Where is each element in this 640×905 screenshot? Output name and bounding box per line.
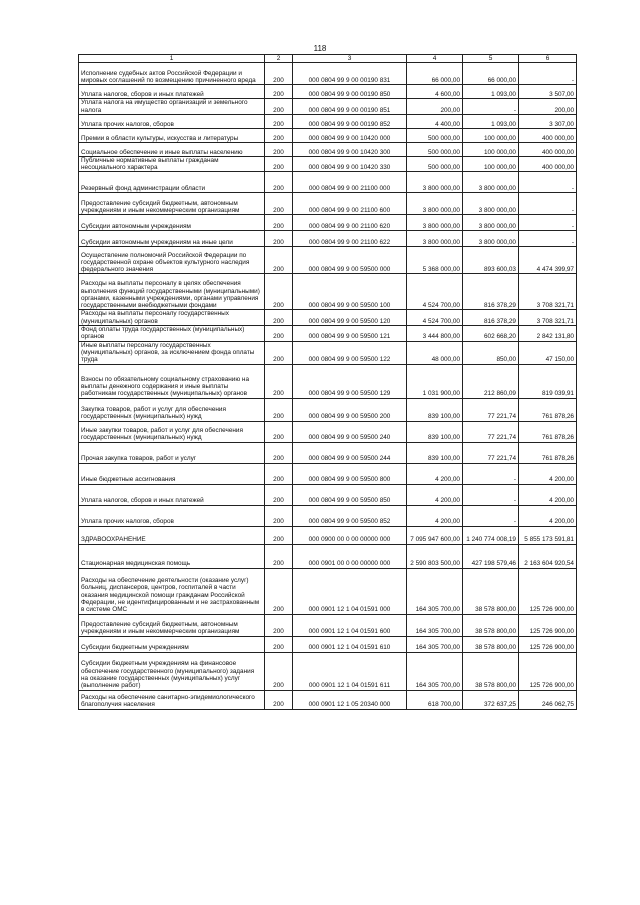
row-plan: 618 700,00 [407,690,463,709]
row-remainder: - [519,193,577,215]
table-row [79,463,577,484]
row-plan: 4 600,00 [407,85,463,99]
table-row [79,247,577,274]
row-kbk: 000 0804 99 9 00 00190 850 [293,85,407,99]
table-row [79,341,577,364]
row-code: 200 [265,636,293,652]
row-name: Уплата налога на имущество организаций и земельного налога [79,99,265,115]
row-executed: 100 000,00 [463,156,519,172]
row-executed: 1 093,00 [463,85,519,99]
row-executed: 100 000,00 [463,128,519,142]
table-row [79,505,577,526]
row-kbk: 000 0901 12 1 04 01591 000 [293,568,407,614]
row-plan: 164 305 700,00 [407,614,463,636]
row-remainder: 761 878,26 [519,442,577,463]
row-code: 200 [265,114,293,128]
row-name: Предоставление субсидий бюджетным, автономным учреждениям и иным некоммерческим организациям [79,193,265,215]
table-row [79,690,577,709]
row-kbk: 000 0804 99 9 00 10420 330 [293,156,407,172]
row-remainder: - [519,172,577,193]
row-name: Субсидии бюджетным учреждениям [79,636,265,652]
row-executed: 1 240 774 008,19 [463,526,519,544]
row-kbk: 000 0804 99 9 00 59500 000 [293,247,407,274]
row-executed: 38 578 800,00 [463,614,519,636]
table-row [79,614,577,636]
row-executed: 850,00 [463,341,519,364]
header-cell: 4 [407,55,463,63]
row-code: 200 [265,85,293,99]
row-name: Публичные нормативные выплаты гражданам несоциального характера [79,156,265,172]
header-row [79,55,577,63]
row-plan: 3 800 000,00 [407,215,463,231]
row-name: Субсидии автономным учреждениям на иные цели [79,231,265,247]
row-remainder: 400 000,00 [519,142,577,156]
row-executed: 100 000,00 [463,142,519,156]
table-row [79,421,577,442]
row-name: Осуществление полномочий Российской Федерации по государственной охране объектов культурного наследия федерального значения [79,247,265,274]
table-row [79,172,577,193]
row-plan: 839 100,00 [407,421,463,442]
table-row [79,364,577,398]
row-name: Уплата налогов, сборов и иных платежей [79,484,265,505]
row-plan: 3 444 800,00 [407,326,463,342]
header-cell: 5 [463,55,519,63]
row-remainder: 246 062,75 [519,690,577,709]
header-cell: 2 [265,55,293,63]
row-name: Премии в области культуры, искусства и литературы [79,128,265,142]
table-row [79,85,577,99]
row-executed: - [463,99,519,115]
row-name: Закупка товаров, работ и услуг для обеспечения государственных (муниципальных) нужд [79,398,265,421]
row-plan: 164 305 700,00 [407,636,463,652]
row-code: 200 [265,484,293,505]
row-plan: 164 305 700,00 [407,652,463,690]
row-code: 200 [265,215,293,231]
table-row [79,142,577,156]
row-remainder: 125 726 900,00 [519,636,577,652]
row-executed: 3 800 000,00 [463,193,519,215]
row-plan: 4 524 700,00 [407,310,463,326]
row-kbk: 000 0804 99 9 00 00190 831 [293,63,407,85]
row-remainder: 400 000,00 [519,128,577,142]
row-plan: 1 031 900,00 [407,364,463,398]
row-code: 200 [265,63,293,85]
row-name: Иные бюджетные ассигнования [79,463,265,484]
row-name: Субсидии бюджетным учреждениям на финансовое обеспечение государственного (муниципального) задания на оказание государственных (муниципальных) услуг (выполнение работ) [79,652,265,690]
row-name: Исполнение судебных актов Российской Федерации и мировых соглашений по возмещению причиненного вреда [79,63,265,85]
row-kbk: 000 0804 99 9 00 59500 240 [293,421,407,442]
row-name: Фонд оплаты труда государственных (муниципальных) органов [79,326,265,342]
table-row [79,99,577,115]
row-kbk: 000 0804 99 9 00 00190 851 [293,99,407,115]
row-plan: 4 400,00 [407,114,463,128]
table-row [79,568,577,614]
row-remainder: - [519,231,577,247]
row-kbk: 000 0804 99 9 00 59500 852 [293,505,407,526]
row-executed: - [463,505,519,526]
row-executed: 3 800 000,00 [463,215,519,231]
row-remainder: 761 878,26 [519,421,577,442]
row-remainder: 400 000,00 [519,156,577,172]
row-remainder: 4 200,00 [519,505,577,526]
row-code: 200 [265,652,293,690]
table-row [79,442,577,463]
row-code: 200 [265,341,293,364]
row-executed: 893 600,03 [463,247,519,274]
row-remainder: 125 726 900,00 [519,614,577,636]
row-plan: 3 800 000,00 [407,231,463,247]
row-plan: 4 524 700,00 [407,274,463,310]
row-plan: 2 590 803 500,00 [407,544,463,568]
row-name: Прочая закупка товаров, работ и услуг [79,442,265,463]
row-remainder: 5 855 173 591,81 [519,526,577,544]
row-code: 200 [265,142,293,156]
row-executed: 3 800 000,00 [463,231,519,247]
row-remainder: 3 307,00 [519,114,577,128]
row-plan: 164 305 700,00 [407,568,463,614]
row-code: 200 [265,128,293,142]
row-code: 200 [265,690,293,709]
row-kbk: 000 0804 99 9 00 59500 121 [293,326,407,342]
table-row [79,652,577,690]
row-executed: 38 578 800,00 [463,636,519,652]
row-executed: 602 668,20 [463,326,519,342]
row-plan: 4 200,00 [407,505,463,526]
table-row [79,128,577,142]
row-name: Расходы на выплаты персоналу государственных (муниципальных) органов [79,310,265,326]
table-row [79,231,577,247]
row-plan: 5 368 000,00 [407,247,463,274]
row-code: 200 [265,398,293,421]
row-plan: 839 100,00 [407,442,463,463]
row-kbk: 000 0804 99 9 00 59500 850 [293,484,407,505]
table-row [79,636,577,652]
row-remainder: 761 878,26 [519,398,577,421]
row-name: Уплата налогов, сборов и иных платежей [79,85,265,99]
row-remainder: - [519,215,577,231]
row-name: Иные выплаты персоналу государственных (муниципальных) органов, за исключением фонда оплаты труда [79,341,265,364]
row-name: Социальное обеспечение и иные выплаты населению [79,142,265,156]
row-remainder: 125 726 900,00 [519,652,577,690]
row-plan: 3 800 000,00 [407,193,463,215]
row-remainder: 4 200,00 [519,484,577,505]
row-name: Взносы по обязательному социальному страхованию на выплаты денежного содержания и иные выплаты работникам государственных (муниципальных) органов [79,364,265,398]
row-executed: 427 198 579,46 [463,544,519,568]
row-remainder: 200,00 [519,99,577,115]
table-row [79,215,577,231]
row-kbk: 000 0901 12 1 05 20340 000 [293,690,407,709]
row-kbk: 000 0804 99 9 00 59500 120 [293,310,407,326]
row-remainder: 3 708 321,71 [519,274,577,310]
row-executed: 77 221,74 [463,421,519,442]
row-kbk: 000 0901 12 1 04 01591 600 [293,614,407,636]
row-code: 200 [265,421,293,442]
header-cell: 1 [79,55,265,63]
table-row [79,398,577,421]
row-code: 200 [265,172,293,193]
row-kbk: 000 0901 00 0 00 00000 000 [293,544,407,568]
row-executed: - [463,463,519,484]
row-remainder: 3 507,00 [519,85,577,99]
page-number: 118 [313,44,327,53]
table-row [79,310,577,326]
row-code: 200 [265,156,293,172]
row-kbk: 000 0804 99 9 00 21100 600 [293,193,407,215]
row-name: Резервный фонд администрации области [79,172,265,193]
header-cell: 6 [519,55,577,63]
table-row [79,156,577,172]
row-kbk: 000 0804 99 9 00 59500 100 [293,274,407,310]
header-cell: 3 [293,55,407,63]
row-name: Иные закупки товаров, работ и услуг для обеспечения государственных (муниципальных) нужд [79,421,265,442]
row-remainder: 47 150,00 [519,341,577,364]
row-code: 200 [265,326,293,342]
row-kbk: 000 0900 00 0 00 00000 000 [293,526,407,544]
row-code: 200 [265,526,293,544]
row-kbk: 000 0901 12 1 04 01591 610 [293,636,407,652]
row-kbk: 000 0804 99 9 00 21100 620 [293,215,407,231]
row-remainder: 3 708 321,71 [519,310,577,326]
row-kbk: 000 0804 99 9 00 10420 000 [293,128,407,142]
row-code: 200 [265,310,293,326]
row-plan: 500 000,00 [407,128,463,142]
row-code: 200 [265,99,293,115]
row-code: 200 [265,614,293,636]
row-kbk: 000 0901 12 1 04 01591 611 [293,652,407,690]
row-executed: 38 578 800,00 [463,568,519,614]
row-remainder: 2 163 604 920,54 [519,544,577,568]
row-plan: 4 200,00 [407,484,463,505]
row-remainder: - [519,63,577,85]
row-name: Расходы на обеспечение деятельности (оказание услуг) больниц, диспансеров, центров, госпиталей в части оказания медицинской помощи гражданам Российской Федерации, не идентифицированным и не застрахованным в системе ОМС [79,568,265,614]
row-name: Стационарная медицинская помощь [79,544,265,568]
row-name: Уплата прочих налогов, сборов [79,114,265,128]
row-code: 200 [265,442,293,463]
row-name: Расходы на выплаты персоналу в целях обеспечения выполнения функций государственными (муниципальными) органами, казенными учреждениями, органами управления государственными внебюджетными фондами [79,274,265,310]
row-executed: 1 093,00 [463,114,519,128]
row-remainder: 125 726 900,00 [519,568,577,614]
row-executed: 3 800 000,00 [463,172,519,193]
row-plan: 839 100,00 [407,398,463,421]
row-plan: 500 000,00 [407,142,463,156]
table-row [79,274,577,310]
row-executed: 66 000,00 [463,63,519,85]
row-code: 200 [265,231,293,247]
row-kbk: 000 0804 99 9 00 59500 129 [293,364,407,398]
row-code: 200 [265,505,293,526]
row-executed: 77 221,74 [463,398,519,421]
table-row [79,526,577,544]
row-plan: 48 000,00 [407,341,463,364]
row-name: ЗДРАВООХРАНЕНИЕ [79,526,265,544]
row-plan: 66 000,00 [407,63,463,85]
row-remainder: 4 200,00 [519,463,577,484]
row-kbk: 000 0804 99 9 00 59500 200 [293,398,407,421]
row-name: Предоставление субсидий бюджетным, автономным учреждениям и иным некоммерческим организациям [79,614,265,636]
row-code: 200 [265,247,293,274]
row-kbk: 000 0804 99 9 00 21100 000 [293,172,407,193]
row-code: 200 [265,463,293,484]
row-kbk: 000 0804 99 9 00 10420 300 [293,142,407,156]
row-kbk: 000 0804 99 9 00 59500 800 [293,463,407,484]
row-name: Уплата прочих налогов, сборов [79,505,265,526]
table-row [79,484,577,505]
row-plan: 200,00 [407,99,463,115]
row-code: 200 [265,544,293,568]
table-row [79,326,577,342]
row-remainder: 819 039,91 [519,364,577,398]
row-executed: 212 860,09 [463,364,519,398]
table-row [79,193,577,215]
table-row [79,63,577,85]
row-executed: 816 378,29 [463,274,519,310]
table-row [79,544,577,568]
row-plan: 3 800 000,00 [407,172,463,193]
row-plan: 7 095 947 600,00 [407,526,463,544]
row-code: 200 [265,193,293,215]
row-executed: 372 637,25 [463,690,519,709]
row-kbk: 000 0804 99 9 00 59500 244 [293,442,407,463]
row-code: 200 [265,274,293,310]
row-name: Расходы на обеспечение санитарно-эпидемиологического благополучия населения [79,690,265,709]
table-row [79,114,577,128]
row-kbk: 000 0804 99 9 00 21100 622 [293,231,407,247]
row-name: Субсидии автономным учреждениям [79,215,265,231]
row-remainder: 4 474 399,97 [519,247,577,274]
row-kbk: 000 0804 99 9 00 59500 122 [293,341,407,364]
row-executed: - [463,484,519,505]
row-executed: 38 578 800,00 [463,652,519,690]
row-kbk: 000 0804 99 9 00 00190 852 [293,114,407,128]
row-remainder: 2 842 131,80 [519,326,577,342]
row-code: 200 [265,364,293,398]
row-plan: 500 000,00 [407,156,463,172]
row-executed: 77 221,74 [463,442,519,463]
row-code: 200 [265,568,293,614]
budget-table [78,54,577,710]
row-executed: 816 378,29 [463,310,519,326]
row-plan: 4 200,00 [407,463,463,484]
